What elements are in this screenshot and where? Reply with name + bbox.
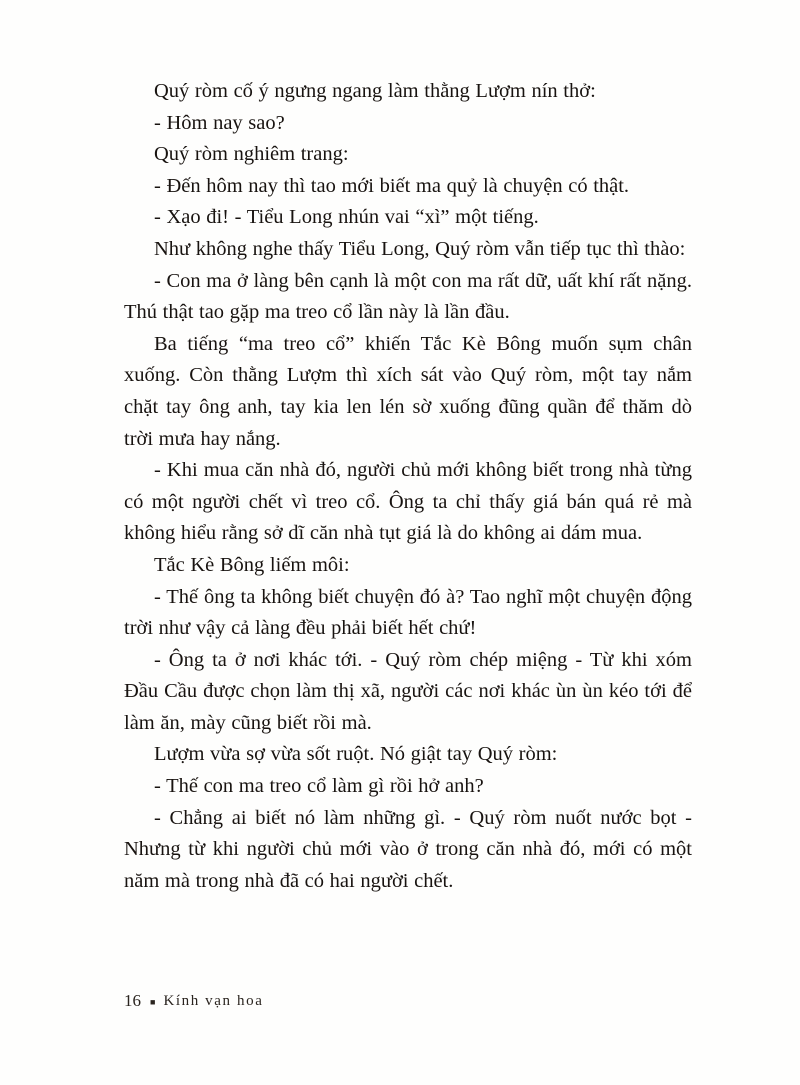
paragraph: Lượm vừa sợ vừa sốt ruột. Nó giật tay Quý ròm: [154,743,558,766]
footer-square-icon: ■ [150,997,156,1007]
page-text-block [124,76,692,897]
paragraph: - Khi mua căn nhà đó, người chủ mới không biết trong nhà từng có một người chết vì treo cổ. Ông ta chỉ thấy giá bán quá rẻ mà không hiểu rằng sở dĩ căn nhà tụt giá là do không ai dám mua. [124,459,692,545]
page-footer [124,991,263,1011]
paragraph: - Đến hôm nay thì tao mới biết ma quỷ là chuyện có thật. [154,174,630,197]
paragraph: Quý ròm cố ý ngưng ngang làm thằng Lượm nín thở: [154,80,596,102]
paragraph: - Chẳng ai biết nó làm những gì. - Quý ròm nuốt nước bọt - Nhưng từ khi người chủ mới vào ở trong căn nhà đó, mới có một năm mà trong nhà đã có hai người chết. [124,806,692,892]
paragraph: - Hôm nay sao? [154,111,285,134]
paragraph: - Thế con ma treo cổ làm gì rồi hở anh? [154,775,484,798]
paragraph: Như không nghe thấy Tiểu Long, Quý ròm vẫn tiếp tục thì thào: [154,237,686,260]
book-title: Kính vạn hoa [163,992,264,1009]
page-number: 16 [124,991,141,1010]
paragraph: - Ông ta ở nơi khác tới. - Quý ròm chép miệng - Từ khi xóm Đầu Cầu được chọn làm thị xã, người các nơi khác ùn ùn kéo tới để làm ăn, mày cũng biết rồi mà. [124,648,692,734]
paragraph: Tắc Kè Bông liếm môi: [154,553,350,576]
paragraph: Ba tiếng “ma treo cổ” khiến Tắc Kè Bông muốn sụm chân xuống. Còn thằng Lượm thì xích sát vào Quý ròm, một tay nắm chặt tay ông anh, tay kia len lén sờ xuống đũng quần để thăm dò trời mưa hay nắng. [124,332,692,450]
paragraph: - Thế ông ta không biết chuyện đó à? Tao nghĩ một chuyện động trời như vậy cả làng đều phải biết hết chứ! [124,585,692,640]
paragraph: - Con ma ở làng bên cạnh là một con ma rất dữ, uất khí rất nặng. Thú thật tao gặp ma treo cổ lần này là lần đầu. [124,269,692,324]
paragraph: Quý ròm nghiêm trang: [154,143,349,166]
paragraph: - Xạo đi! - Tiểu Long nhún vai “xì” một tiếng. [154,206,539,229]
